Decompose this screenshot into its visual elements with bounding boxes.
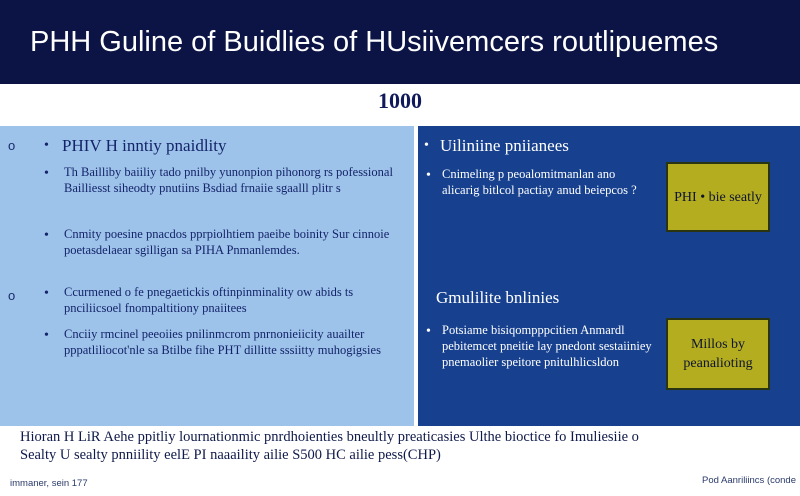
header-banner [0, 0, 800, 84]
footer-text [20, 428, 790, 464]
bullet-icon: • [44, 286, 49, 301]
list-item: Cnimeling p peoalomitmanlan ano alicarig bitlcol pactiay anud beiepcos ? [442, 167, 637, 197]
section-marker: o [8, 138, 16, 153]
bullet-icon: • [424, 138, 429, 153]
list-item: Cnmity poesine pnacdos pprpiolhtiem paeibe boinity Sur cinnoie poetasdelaear sgilligan sa PIHA Pnmanlemdes. [64, 227, 390, 257]
right-heading: Uiliniine pniianees [440, 136, 569, 155]
list-item: Cnciiy rmcinel peeoiies pnilinmcrom pnrnonieiicity auailter pppatliliocot'nle sa Btilbe fihe PHT dillitte sssiitty muhogigsies [64, 327, 381, 357]
bullet-icon: • [44, 166, 49, 181]
callout-box: Millos by peanalioting [666, 318, 770, 390]
left-panel [0, 126, 414, 426]
footer-line: Sealty U sealty pnniility eelE PI naaaility ailie S500 HC ailie pess(CHP) [20, 447, 441, 463]
callout-box: PHI • bie seatly [666, 162, 770, 232]
footer-note-right: Pod Aanriliincs (conde [702, 475, 796, 486]
left-heading: PHIV H inntiy pnaidlity [62, 136, 227, 155]
bullet-icon: • [44, 138, 49, 153]
right-panel [418, 126, 800, 426]
footer-line: Hioran H LiR Aehe ppitliy lournationmic pnrdhoienties bneultly preaticasies Ulthe bioctice fo Imuliesiie o [20, 429, 639, 445]
bullet-icon: • [44, 228, 49, 243]
bullet-icon: • [44, 328, 49, 343]
year-label: 1000 [378, 88, 422, 113]
list-item: Th Bailliby baiiliy tado pnilby yunonpion pihonorg rs pofessional Bailliesst siheodty pnutiins Bsdiad frnaiie sgaalll plitr s [64, 165, 393, 195]
list-item: Potsiame bisiqompppcitien Anmardl pebitemcet pneitie lay pnedont sestaiiniey pnemaolier speitore pnitulhlicsldon [442, 323, 652, 369]
footer-note-left: immaner, sein 177 [10, 478, 88, 489]
bullet-icon: • [426, 324, 431, 339]
bullet-icon: • [426, 168, 431, 183]
section-marker: o [8, 288, 16, 303]
page-title: PHH Guline of Buidlies of HUsiivemcers routlipuemes [30, 26, 719, 58]
right-heading: Gmulilite bnlinies [436, 288, 560, 307]
list-item: Ccurmened o fe pnegaetickis oftinpinminality ow abids ts pnciliicsoel fnompaltitiony pnaiitees [64, 285, 354, 315]
